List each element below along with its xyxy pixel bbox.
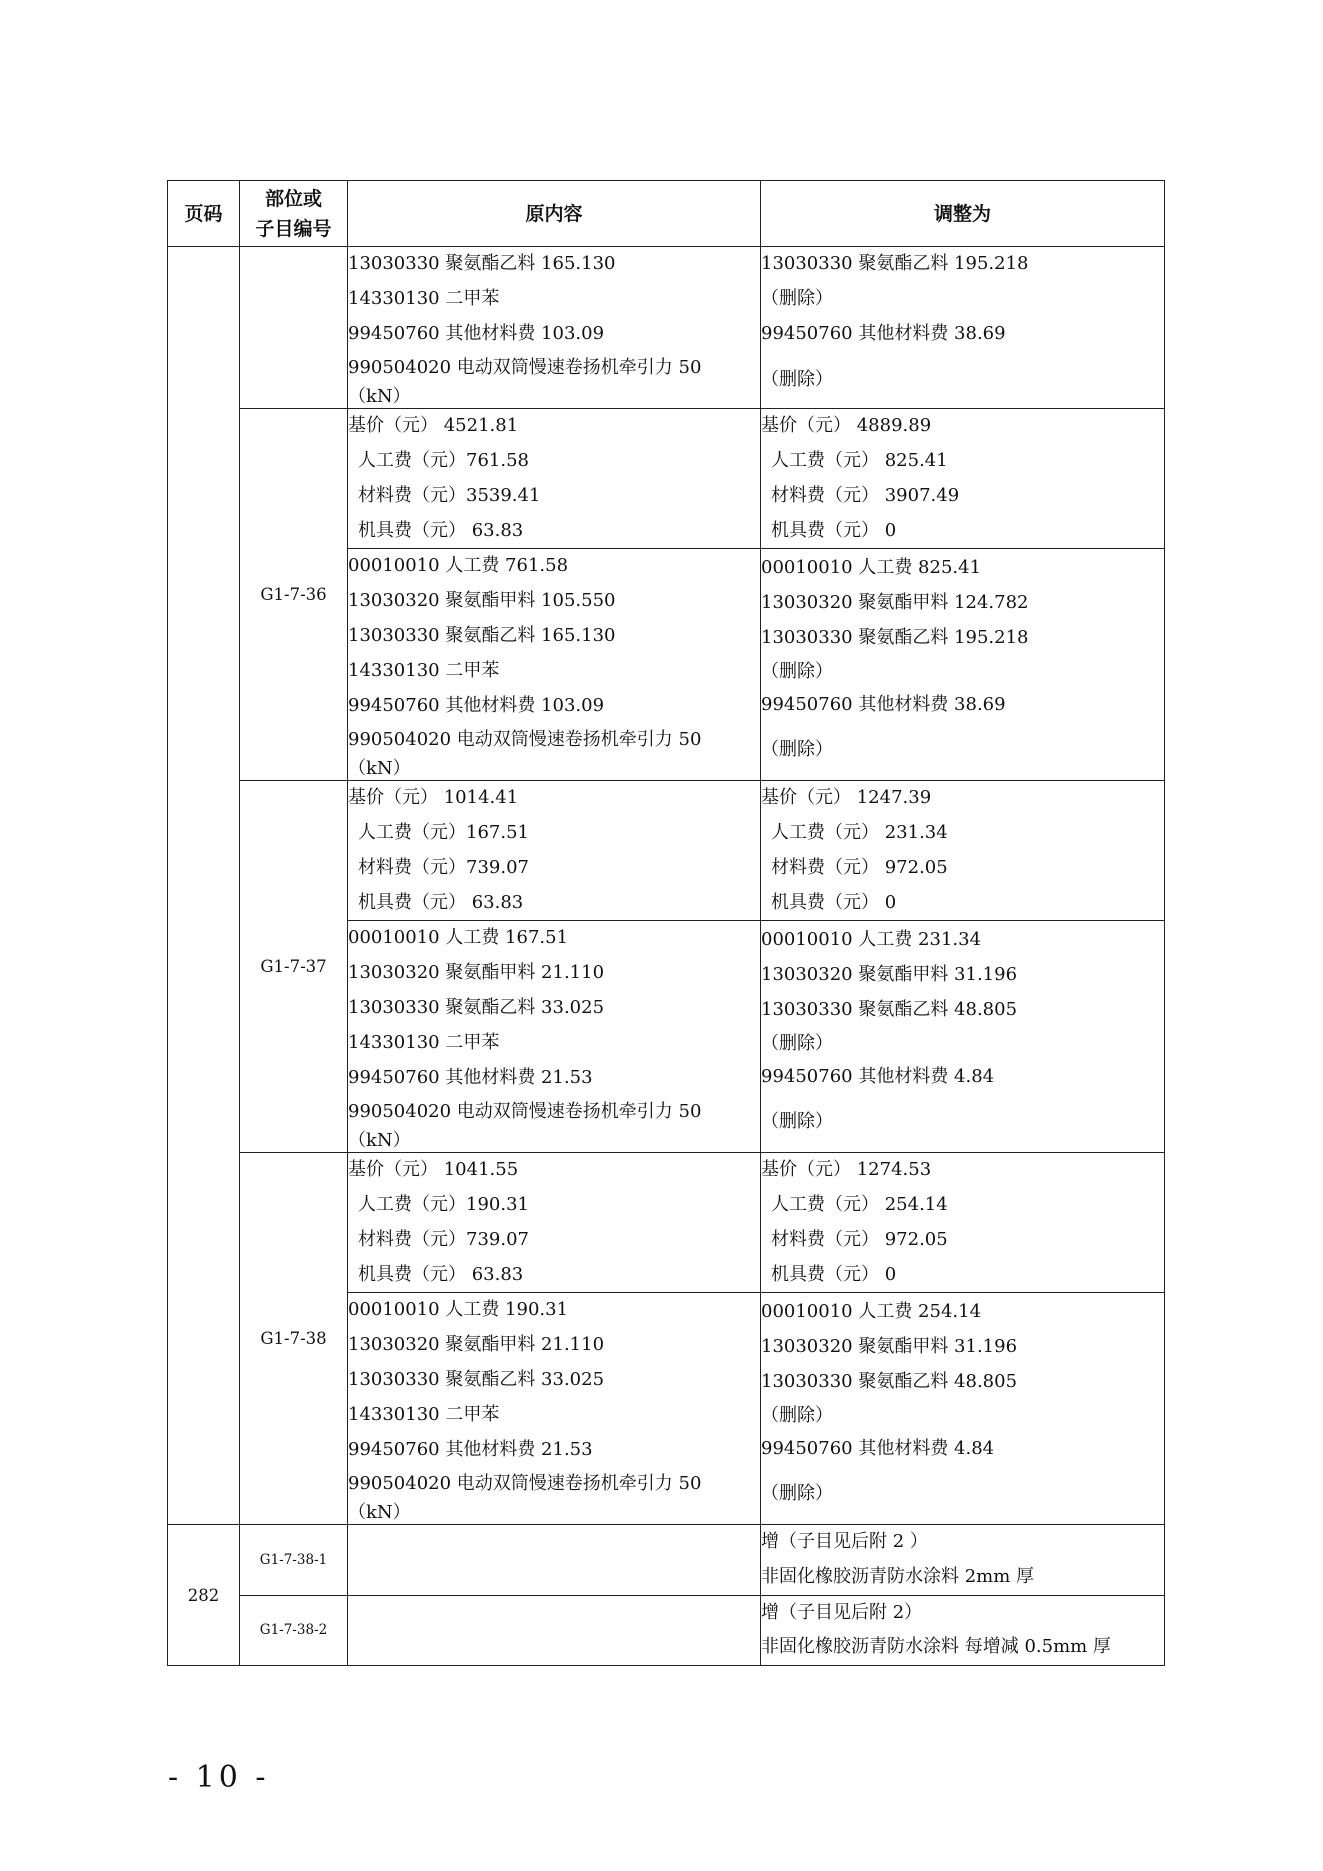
header-page: 页码 xyxy=(168,181,240,247)
text-line: （kN） xyxy=(348,758,411,780)
text-line: 增（子目见后附 2 ） xyxy=(761,1531,928,1553)
adjustment-table xyxy=(167,180,1165,1666)
text-line: 99450760 其他材料费 38.69 xyxy=(761,322,1006,344)
text-line: 00010010 人工费 167.51 xyxy=(348,927,569,949)
text-line: 13030320 聚氨酯甲料 105.550 xyxy=(348,590,616,612)
text-line: 机具费（元） 0 xyxy=(771,1263,897,1285)
text-line: 13030330 聚氨酯乙料 165.130 xyxy=(348,253,616,274)
text-line: 13030320 聚氨酯甲料 21.110 xyxy=(348,962,605,984)
text-line: 人工费（元）167.51 xyxy=(358,821,529,843)
text-line: 13030330 聚氨酯乙料 33.025 xyxy=(348,1368,605,1390)
text-line: 99450760 其他材料费 38.69 xyxy=(761,693,1006,715)
text-line: 99450760 其他材料费 4.84 xyxy=(761,1065,995,1087)
item-code-cell xyxy=(240,247,348,409)
header-adjusted: 调整为 xyxy=(761,181,1165,247)
table-row xyxy=(168,247,1165,409)
text-line: 00010010 人工费 825.41 xyxy=(761,557,982,579)
text-line: 机具费（元） 63.83 xyxy=(358,519,524,541)
text-line: 13030330 聚氨酯乙料 33.025 xyxy=(348,996,605,1018)
text-line: 13030320 聚氨酯甲料 124.782 xyxy=(761,591,1029,613)
text-line: 990504020 电动双筒慢速卷扬机牵引力 50 xyxy=(348,1101,702,1123)
item-code: G1-7-38 xyxy=(240,1153,348,1525)
text-line: 人工费（元） 254.14 xyxy=(771,1193,948,1215)
text-line: （kN） xyxy=(348,386,411,408)
text-line: 13030330 聚氨酯乙料 48.805 xyxy=(761,1370,1018,1392)
text-line: 990504020 电动双筒慢速卷扬机牵引力 50 xyxy=(348,729,702,751)
page-number-cell: 282 xyxy=(168,1525,240,1666)
text-line: 基价（元） 1014.41 xyxy=(348,787,519,809)
original-summary xyxy=(348,1153,761,1293)
item-code: G1-7-38-1 xyxy=(240,1525,348,1596)
text-line: 材料费（元） 972.05 xyxy=(771,856,948,878)
text-line: 99450760 其他材料费 103.09 xyxy=(348,694,605,716)
table-header-row xyxy=(168,181,1165,247)
text-line: 人工费（元） 825.41 xyxy=(771,449,948,471)
text-line: 990504020 电动双筒慢速卷扬机牵引力 50 xyxy=(348,1473,702,1495)
text-line: 基价（元） 1041.55 xyxy=(348,1159,519,1181)
text-line: （删除） xyxy=(761,1404,833,1426)
adjusted-content xyxy=(761,247,1165,409)
text-line: 基价（元） 4889.89 xyxy=(761,415,932,437)
text-line: 材料费（元） 972.05 xyxy=(771,1228,948,1250)
text-line: （kN） xyxy=(348,1130,411,1152)
page-number: - 10 - xyxy=(168,1760,270,1795)
adjusted-content xyxy=(761,1595,1165,1666)
table-row xyxy=(168,1153,1165,1293)
adjusted-summary xyxy=(761,781,1165,921)
text-line: 99450760 其他材料费 103.09 xyxy=(348,322,605,344)
text-line: 材料费（元） 3907.49 xyxy=(771,484,960,506)
text-line: 人工费（元）761.58 xyxy=(358,449,529,471)
text-line: 13030330 聚氨酯乙料 165.130 xyxy=(348,624,616,646)
text-line: 非固化橡胶沥青防水涂料 每增减 0.5mm 厚 xyxy=(761,1636,1111,1658)
text-line: 13030330 聚氨酯乙料 195.218 xyxy=(761,626,1029,648)
table-row xyxy=(168,1595,1165,1666)
text-line: 机具费（元） 0 xyxy=(771,891,897,913)
item-code: G1-7-36 xyxy=(240,409,348,781)
text-line: （删除） xyxy=(761,739,833,761)
text-line: 人工费（元） 231.34 xyxy=(771,821,948,843)
text-line: 机具费（元） 63.83 xyxy=(358,891,524,913)
original-detail xyxy=(348,549,761,781)
text-line: 13030330 聚氨酯乙料 195.218 xyxy=(761,253,1029,275)
adjusted-detail xyxy=(761,549,1165,781)
item-code: G1-7-38-2 xyxy=(240,1595,348,1666)
adjusted-summary xyxy=(761,409,1165,549)
page-cell xyxy=(168,247,240,1525)
text-line: （删除） xyxy=(761,1111,833,1133)
text-line: 13030320 聚氨酯甲料 21.110 xyxy=(348,1334,605,1356)
table-row xyxy=(168,409,1165,549)
text-line: 00010010 人工费 231.34 xyxy=(761,929,982,951)
text-line: 基价（元） 4521.81 xyxy=(348,415,519,437)
text-line: 非固化橡胶沥青防水涂料 2mm 厚 xyxy=(761,1565,1035,1587)
item-code: G1-7-37 xyxy=(240,781,348,1153)
text-line: 增（子目见后附 2） xyxy=(761,1601,923,1623)
text-line: 99450760 其他材料费 4.84 xyxy=(761,1437,995,1459)
adjusted-summary xyxy=(761,1153,1165,1293)
adjusted-detail xyxy=(761,1293,1165,1525)
text-line: （删除） xyxy=(761,660,833,682)
text-line: 14330130 二甲苯 xyxy=(348,1031,500,1053)
header-original: 原内容 xyxy=(348,181,761,247)
text-line: 人工费（元）190.31 xyxy=(358,1193,529,1215)
original-summary xyxy=(348,409,761,549)
original-detail xyxy=(348,1293,761,1525)
original-content xyxy=(348,1525,761,1596)
text-line: 990504020 电动双筒慢速卷扬机牵引力 50 xyxy=(348,357,702,379)
text-line: 14330130 二甲苯 xyxy=(348,287,500,309)
table-row xyxy=(168,781,1165,921)
original-summary xyxy=(348,781,761,921)
text-line: 基价（元） 1274.53 xyxy=(761,1159,932,1181)
text-line: （删除） xyxy=(761,368,833,390)
table-row xyxy=(168,1525,1165,1596)
text-line: （删除） xyxy=(761,1032,833,1054)
text-line: 00010010 人工费 190.31 xyxy=(348,1299,569,1321)
adjusted-content xyxy=(761,1525,1165,1596)
text-line: （kN） xyxy=(348,1502,411,1524)
text-line: 00010010 人工费 761.58 xyxy=(348,555,569,577)
text-line: 机具费（元） 63.83 xyxy=(358,1263,524,1285)
text-line: 基价（元） 1247.39 xyxy=(761,787,932,809)
text-line: 14330130 二甲苯 xyxy=(348,659,500,681)
text-line: （删除） xyxy=(761,288,833,310)
text-line: 00010010 人工费 254.14 xyxy=(761,1301,982,1323)
header-item-line1: 部位或 xyxy=(264,187,322,210)
original-content xyxy=(348,247,761,409)
text-line: 13030330 聚氨酯乙料 48.805 xyxy=(761,998,1018,1020)
header-item-line2: 子目编号 xyxy=(255,217,332,240)
text-line: （删除） xyxy=(761,1483,833,1505)
text-line: 机具费（元） 0 xyxy=(771,519,897,541)
text-line: 材料费（元）739.07 xyxy=(358,856,529,878)
text-line: 13030320 聚氨酯甲料 31.196 xyxy=(761,1335,1018,1357)
adjusted-detail xyxy=(761,921,1165,1153)
text-line: 99450760 其他材料费 21.53 xyxy=(348,1438,593,1460)
text-line: 99450760 其他材料费 21.53 xyxy=(348,1066,593,1088)
original-detail xyxy=(348,921,761,1153)
text-line: 14330130 二甲苯 xyxy=(348,1403,500,1425)
header-item xyxy=(240,181,348,247)
text-line: 材料费（元）739.07 xyxy=(358,1228,529,1250)
text-line: 材料费（元）3539.41 xyxy=(358,484,541,506)
original-content xyxy=(348,1595,761,1666)
text-line: 13030320 聚氨酯甲料 31.196 xyxy=(761,963,1018,985)
